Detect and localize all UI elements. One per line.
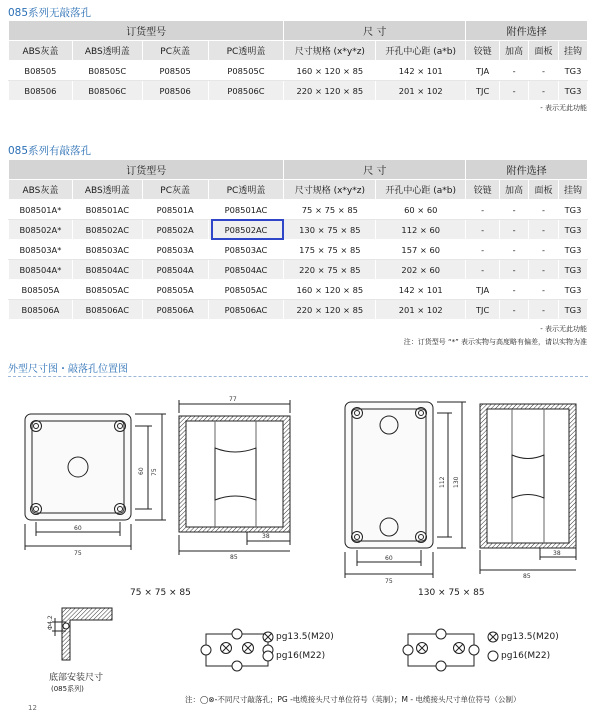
table-cell: B08505C	[72, 61, 142, 81]
caption-130: 130 × 75 × 85	[418, 588, 485, 598]
table-cell: -	[529, 200, 559, 220]
legend-small-knockout: pg16(M22)	[501, 651, 551, 661]
column-header: PC透明盖	[208, 41, 284, 61]
table-cell: 160 × 120 × 85	[284, 61, 376, 81]
table-cell: B08505AC	[72, 280, 142, 300]
column-header: ABS透明盖	[72, 180, 142, 200]
legend-large-knockout: pg13.5(M20)	[276, 632, 334, 642]
bottom-note: 注：◯⊗-不同尺寸敲落孔；PG -电缆接头尺寸单位符号（英制）；M - 电缆接头尺寸单位符号（公制）	[185, 695, 521, 704]
section2-note-asterisk: 注：订货型号 “*” 表示实物与高度略有偏差，请以实物为准	[403, 338, 587, 346]
knockout-diagram-75	[201, 629, 273, 671]
section2-note-absent: - 表示无此功能	[540, 325, 587, 333]
base-mount-caption: 底部安装尺寸	[49, 673, 104, 683]
column-header: 开孔中心距 (a*b)	[376, 180, 466, 200]
dim-label: 38	[553, 550, 561, 557]
table-cell: TG3	[558, 220, 587, 240]
section1-note: - 表示无此功能	[540, 104, 587, 112]
table-cell: -	[500, 260, 529, 280]
table-cell: B08503AC	[72, 240, 142, 260]
table-cell: 130 × 75 × 85	[284, 220, 376, 240]
table-cell: B08501A*	[9, 200, 73, 220]
knockout-diagram-130	[403, 629, 479, 671]
table-cell: P08505AC	[208, 280, 284, 300]
column-header: ABS灰盖	[9, 41, 73, 61]
table-cell: -	[466, 200, 500, 220]
legend-small-knockout: pg16(M22)	[276, 651, 326, 661]
table-cell: 160 × 120 × 85	[284, 280, 376, 300]
dim-label: 75	[385, 578, 393, 585]
column-header: 铰链	[466, 180, 500, 200]
column-header: PC灰盖	[142, 180, 208, 200]
column-header: 尺寸规格 (x*y*z)	[284, 180, 376, 200]
table-cell: P08503AC	[208, 240, 284, 260]
table-cell: -	[500, 300, 529, 320]
table-cell: B08503A*	[9, 240, 73, 260]
column-header: ABS灰盖	[9, 180, 73, 200]
box-130-top-view	[345, 402, 466, 578]
table-cell: P08505A	[142, 280, 208, 300]
table-cell: P08501A	[142, 200, 208, 220]
box-75-side-view	[179, 400, 290, 555]
table-cell: B08501AC	[72, 200, 142, 220]
table-cell: B08502AC	[72, 220, 142, 240]
legend-large-knockout: pg13.5(M20)	[501, 632, 559, 642]
table-cell: B08505	[9, 61, 73, 81]
box-130-side-view	[480, 404, 576, 574]
table-cell: P08505	[142, 61, 208, 81]
table-cell: 175 × 75 × 85	[284, 240, 376, 260]
table-cell: B08504AC	[72, 260, 142, 280]
group-header-order: 订货型号	[9, 21, 284, 41]
table-cell: TG3	[558, 200, 587, 220]
table-cell: TG3	[558, 81, 587, 101]
table-cell: P08506C	[208, 81, 284, 101]
table-cell: -	[466, 240, 500, 260]
table-cell: 201 × 102	[376, 300, 466, 320]
table-cell: TJC	[466, 81, 500, 101]
table-cell: 142 × 101	[376, 61, 466, 81]
table-cell: P08504AC	[208, 260, 284, 280]
dim-label: 60	[74, 525, 82, 532]
table-cell: 220 × 75 × 85	[284, 260, 376, 280]
table-cell: 142 × 101	[376, 280, 466, 300]
dim-label: 85	[230, 554, 238, 561]
column-header: 加高	[500, 180, 529, 200]
table-cell: -	[529, 260, 559, 280]
column-header: 挂钩	[558, 41, 587, 61]
table-cell: 220 × 120 × 85	[284, 300, 376, 320]
table-cell: -	[529, 280, 559, 300]
dim-label: 112	[439, 476, 446, 488]
table-cell: B08504A*	[9, 260, 73, 280]
column-header: 加高	[500, 41, 529, 61]
dim-label: 77	[229, 396, 237, 403]
table-cell: P08504A	[142, 260, 208, 280]
table-cell: -	[500, 200, 529, 220]
column-header: ABS透明盖	[72, 41, 142, 61]
group-header-size: 尺 寸	[284, 21, 466, 41]
group-header-accessory: 附件选择	[466, 21, 588, 41]
table-cell: P08501AC	[208, 200, 284, 220]
table-cell: -	[500, 240, 529, 260]
table-cell: 220 × 120 × 85	[284, 81, 376, 101]
table-cell: P08505C	[208, 61, 284, 81]
dim-label: 38	[262, 533, 270, 540]
table-cell: 112 × 60	[376, 220, 466, 240]
table-cell: -	[500, 220, 529, 240]
column-header: PC透明盖	[208, 180, 284, 200]
table-cell: -	[529, 81, 559, 101]
table-cell: -	[529, 300, 559, 320]
table-cell: P08506AC	[208, 300, 284, 320]
table-cell: -	[529, 240, 559, 260]
table-cell: TG3	[558, 300, 587, 320]
column-header: 面板	[529, 180, 559, 200]
table-cell: -	[500, 81, 529, 101]
dim-label: Ф4.2	[47, 615, 54, 630]
table-cell: 75 × 75 × 85	[284, 200, 376, 220]
table-cell: B08506	[9, 81, 73, 101]
dim-label: 60	[138, 467, 145, 475]
group-header-size: 尺 寸	[284, 160, 466, 180]
table-cell: -	[500, 61, 529, 81]
dim-label: 60	[385, 555, 393, 562]
column-header: 面板	[529, 41, 559, 61]
table-cell: -	[466, 260, 500, 280]
dim-label: 75	[74, 550, 82, 557]
table-cell: 202 × 60	[376, 260, 466, 280]
dim-label: 85	[523, 573, 531, 580]
column-header: 铰链	[466, 41, 500, 61]
table-cell: P08503A	[142, 240, 208, 260]
drawing-title: 外型尺寸图・敲落孔位置图	[8, 364, 128, 375]
table-cell: B08506A	[9, 300, 73, 320]
table-cell: TG3	[558, 280, 587, 300]
table-cell: TG3	[558, 240, 587, 260]
table-cell: B08506C	[72, 81, 142, 101]
base-mount-subcaption: (085系列)	[51, 685, 84, 693]
table-cell: TJA	[466, 61, 500, 81]
table-cell: P08506	[142, 81, 208, 101]
dim-label: 130	[453, 476, 460, 488]
column-header: 挂钩	[558, 180, 587, 200]
table-cell: -	[466, 220, 500, 240]
table-cell: -	[500, 280, 529, 300]
group-header-accessory: 附件选择	[466, 160, 588, 180]
table-cell: TJC	[466, 300, 500, 320]
table-cell: 60 × 60	[376, 200, 466, 220]
base-mount-detail	[52, 608, 112, 660]
table-cell: -	[529, 61, 559, 81]
group-header-order: 订货型号	[9, 160, 284, 180]
box-75-top-view	[25, 414, 166, 550]
table-cell: 201 × 102	[376, 81, 466, 101]
table-cell: B08502A*	[9, 220, 73, 240]
table-cell: P08502A	[142, 220, 208, 240]
dim-label: 75	[151, 468, 158, 476]
table-cell: TG3	[558, 260, 587, 280]
table-cell: TG3	[558, 61, 587, 81]
table-cell: -	[529, 220, 559, 240]
caption-75: 75 × 75 × 85	[130, 588, 191, 598]
section1-title: 085系列无敲落孔	[8, 7, 92, 19]
column-header: PC灰盖	[142, 41, 208, 61]
column-header: 开孔中心距 (a*b)	[376, 41, 466, 61]
table-cell: B08506AC	[72, 300, 142, 320]
table-cell: P08502AC	[208, 220, 284, 240]
column-header: 尺寸规格 (x*y*z)	[284, 41, 376, 61]
table-cell: B08505A	[9, 280, 73, 300]
table-cell: TJA	[466, 280, 500, 300]
table-cell: 157 × 60	[376, 240, 466, 260]
table-cell: P08506A	[142, 300, 208, 320]
section2-title: 085系列有敲落孔	[8, 145, 92, 157]
page-number: 12	[28, 704, 37, 711]
legend-symbols-right	[488, 632, 498, 661]
